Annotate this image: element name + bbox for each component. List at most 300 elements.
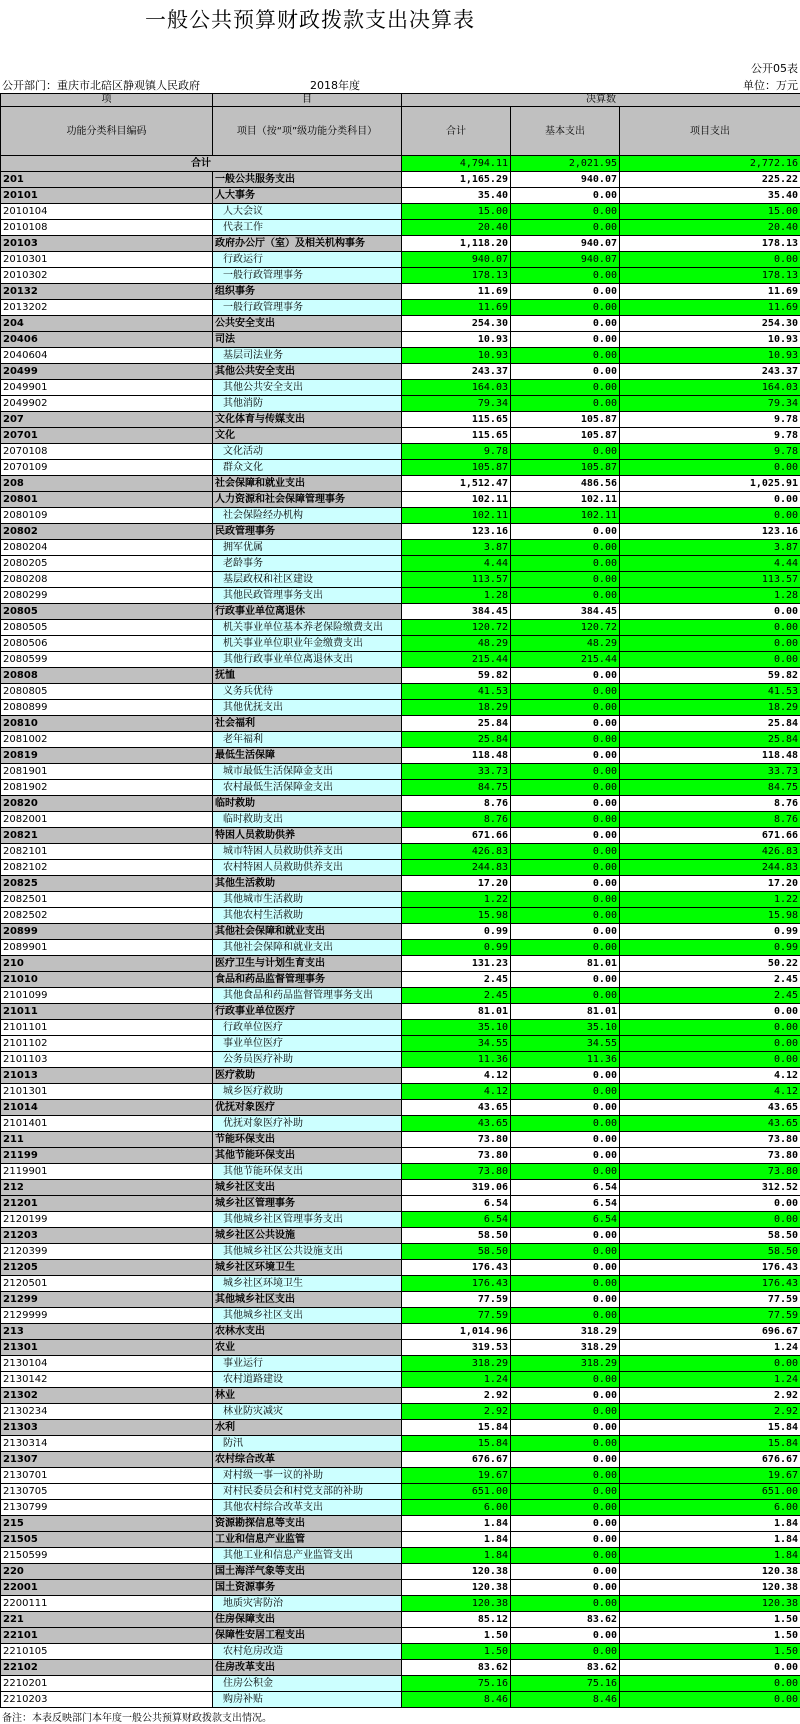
table-row (1, 620, 800, 636)
code-cell: 2082101 (1, 844, 213, 860)
jiben-cell: 0.00 (511, 1084, 620, 1100)
jiben-cell: 384.45 (511, 604, 620, 620)
jiben-cell: 0.00 (511, 1548, 620, 1564)
code-cell: 22101 (1, 1628, 213, 1644)
heji-cell: 77.59 (402, 1292, 511, 1308)
name-cell: 城市特困人员救助供养支出 (213, 844, 402, 860)
xiangmu-cell: 0.00 (620, 620, 800, 636)
jiben-cell: 83.62 (511, 1612, 620, 1628)
jiben-cell: 0.00 (511, 1564, 620, 1580)
name-cell: 购房补贴 (213, 1692, 402, 1708)
code-cell: 20820 (1, 796, 213, 812)
jiben-cell: 105.87 (511, 428, 620, 444)
code-cell: 2101101 (1, 1020, 213, 1036)
xiangmu-cell: 10.93 (620, 348, 800, 364)
heji-cell: 131.23 (402, 956, 511, 972)
xiangmu-cell: 696.67 (620, 1324, 800, 1340)
xiangmu-cell: 243.37 (620, 364, 800, 380)
code-cell: 20899 (1, 924, 213, 940)
code-cell: 21010 (1, 972, 213, 988)
xiangmu-cell: 0.00 (620, 492, 800, 508)
code-cell: 2130705 (1, 1484, 213, 1500)
name-cell: 医疗卫生与计划生育支出 (213, 956, 402, 972)
heji-cell: 17.20 (402, 876, 511, 892)
code-cell: 2070109 (1, 460, 213, 476)
jiben-cell: 0.00 (511, 364, 620, 380)
jiben-cell: 0.00 (511, 1100, 620, 1116)
name-cell: 一般行政管理事务 (213, 268, 402, 284)
code-cell: 2129999 (1, 1308, 213, 1324)
xiangmu-cell: 15.00 (620, 204, 800, 220)
xiangmu-cell: 4.44 (620, 556, 800, 572)
table-row (1, 828, 800, 844)
xiangmu-cell: 176.43 (620, 1276, 800, 1292)
code-cell: 2049902 (1, 396, 213, 412)
name-cell: 基层政权和社区建设 (213, 572, 402, 588)
table-row (1, 188, 800, 204)
xiangmu-cell: 9.78 (620, 428, 800, 444)
form-number: 公开05表 (751, 60, 798, 76)
xiangmu-cell: 18.29 (620, 700, 800, 716)
jiben-cell: 0.00 (511, 1228, 620, 1244)
table-row (1, 684, 800, 700)
code-cell: 210 (1, 956, 213, 972)
header-mu: 目 (213, 94, 402, 107)
heji-cell: 59.82 (402, 668, 511, 684)
jiben-cell: 11.36 (511, 1052, 620, 1068)
xiangmu-cell: 178.13 (620, 236, 800, 252)
heji-cell: 58.50 (402, 1244, 511, 1260)
jiben-cell: 0.00 (511, 524, 620, 540)
heji-cell: 1.84 (402, 1548, 511, 1564)
jiben-cell: 0.00 (511, 796, 620, 812)
heji-cell: 102.11 (402, 508, 511, 524)
table-row (1, 716, 800, 732)
heji-cell: 79.34 (402, 396, 511, 412)
xiangmu-cell: 178.13 (620, 268, 800, 284)
table-row (1, 972, 800, 988)
jiben-cell: 0.00 (511, 572, 620, 588)
name-cell: 抚恤 (213, 668, 402, 684)
table-row (1, 780, 800, 796)
heji-cell: 651.00 (402, 1484, 511, 1500)
jiben-cell: 0.00 (511, 1148, 620, 1164)
xiangmu-cell: 59.82 (620, 668, 800, 684)
table-row (1, 444, 800, 460)
jiben-cell: 0.00 (511, 1484, 620, 1500)
jiben-cell: 0.00 (511, 972, 620, 988)
name-cell: 林业防灾减灾 (213, 1404, 402, 1420)
heji-cell: 11.69 (402, 300, 511, 316)
code-cell: 20701 (1, 428, 213, 444)
xiangmu-cell: 0.00 (620, 652, 800, 668)
table-row (1, 1164, 800, 1180)
table-row (1, 1276, 800, 1292)
heji-cell: 10.93 (402, 348, 511, 364)
heji-cell: 4.12 (402, 1068, 511, 1084)
xiangmu-cell: 11.69 (620, 284, 800, 300)
name-cell: 最低生活保障 (213, 748, 402, 764)
table-row (1, 1468, 800, 1484)
jiben-cell: 35.10 (511, 1020, 620, 1036)
table-row (1, 492, 800, 508)
name-cell: 老龄事务 (213, 556, 402, 572)
xiangmu-cell: 1.50 (620, 1644, 800, 1660)
jiben-cell: 0.00 (511, 1260, 620, 1276)
jiben-cell: 0.00 (511, 988, 620, 1004)
jiben-cell: 0.00 (511, 1500, 620, 1516)
name-cell: 行政运行 (213, 252, 402, 268)
jiben-cell: 0.00 (511, 1164, 620, 1180)
name-cell: 其他社会保障和就业支出 (213, 940, 402, 956)
jiben-cell: 120.72 (511, 620, 620, 636)
footnote: 备注：本表反映部门本年度一般公共预算财政拨款支出情况。 (2, 1709, 272, 1724)
xiangmu-cell: 25.84 (620, 732, 800, 748)
name-cell: 优抚对象医疗 (213, 1100, 402, 1116)
name-cell: 节能环保支出 (213, 1132, 402, 1148)
heji-cell: 77.59 (402, 1308, 511, 1324)
heji-cell: 15.98 (402, 908, 511, 924)
name-cell: 事业运行 (213, 1356, 402, 1372)
name-cell: 人大事务 (213, 188, 402, 204)
table-row (1, 1260, 800, 1276)
table-row (1, 1036, 800, 1052)
heji-cell: 426.83 (402, 844, 511, 860)
xiangmu-cell: 0.00 (620, 508, 800, 524)
code-cell: 2130701 (1, 1468, 213, 1484)
table-row (1, 1244, 800, 1260)
xiangmu-cell: 113.57 (620, 572, 800, 588)
heji-cell: 0.99 (402, 924, 511, 940)
heji-cell: 1,512.47 (402, 476, 511, 492)
xiangmu-cell: 1.22 (620, 892, 800, 908)
name-cell: 农林水支出 (213, 1324, 402, 1340)
jiben-cell: 318.29 (511, 1340, 620, 1356)
table-row (1, 1340, 800, 1356)
name-cell: 城乡医疗救助 (213, 1084, 402, 1100)
jiben-cell: 6.54 (511, 1180, 620, 1196)
jiben-cell: 6.54 (511, 1212, 620, 1228)
heji-cell: 2.92 (402, 1388, 511, 1404)
jiben-cell: 8.46 (511, 1692, 620, 1708)
code-cell: 20808 (1, 668, 213, 684)
table-row (1, 604, 800, 620)
table-row (1, 1132, 800, 1148)
jiben-cell: 0.00 (511, 732, 620, 748)
name-cell: 其他食品和药品监督管理事务支出 (213, 988, 402, 1004)
heji-cell: 115.65 (402, 412, 511, 428)
code-cell: 22102 (1, 1660, 213, 1676)
xiangmu-cell: 0.00 (620, 1036, 800, 1052)
xiangmu-cell: 225.22 (620, 172, 800, 188)
code-cell: 20132 (1, 284, 213, 300)
table-row (1, 1308, 800, 1324)
code-cell: 221 (1, 1612, 213, 1628)
heji-cell: 9.78 (402, 444, 511, 460)
xiangmu-cell: 0.00 (620, 1356, 800, 1372)
heji-cell: 1,118.20 (402, 236, 511, 252)
name-cell: 公共安全支出 (213, 316, 402, 332)
jiben-cell: 34.55 (511, 1036, 620, 1052)
jiben-cell: 0.00 (511, 300, 620, 316)
xiangmu-cell: 79.34 (620, 396, 800, 412)
heji-cell: 8.46 (402, 1692, 511, 1708)
name-cell: 其他行政事业单位离退休支出 (213, 652, 402, 668)
jiben-cell: 0.00 (511, 540, 620, 556)
table-row (1, 924, 800, 940)
table-row (1, 732, 800, 748)
heji-cell: 6.54 (402, 1196, 511, 1212)
name-cell: 其他城乡社区支出 (213, 1308, 402, 1324)
xiangmu-cell: 9.78 (620, 444, 800, 460)
jiben-cell: 0.00 (511, 588, 620, 604)
jiben-cell: 0.00 (511, 204, 620, 220)
table-row (1, 1660, 800, 1676)
table-row (1, 220, 800, 236)
xiangmu-cell: 1.84 (620, 1548, 800, 1564)
heji-cell: 25.84 (402, 732, 511, 748)
jiben-cell: 0.00 (511, 348, 620, 364)
xiangmu-cell: 33.73 (620, 764, 800, 780)
heji-cell: 676.67 (402, 1452, 511, 1468)
xiangmu-cell: 20.40 (620, 220, 800, 236)
xiangmu-cell: 4.12 (620, 1084, 800, 1100)
name-cell: 民政管理事务 (213, 524, 402, 540)
heji-cell: 73.80 (402, 1148, 511, 1164)
heji-cell: 4.44 (402, 556, 511, 572)
table-row (1, 1436, 800, 1452)
code-cell: 220 (1, 1564, 213, 1580)
heji-cell: 85.12 (402, 1612, 511, 1628)
jiben-cell: 0.00 (511, 1308, 620, 1324)
xiangmu-cell: 6.00 (620, 1500, 800, 1516)
name-cell: 一般行政管理事务 (213, 300, 402, 316)
heji-cell: 83.62 (402, 1660, 511, 1676)
name-cell: 老年福利 (213, 732, 402, 748)
name-cell: 代表工作 (213, 220, 402, 236)
name-cell: 其他农村综合改革支出 (213, 1500, 402, 1516)
code-cell: 2082102 (1, 860, 213, 876)
name-cell: 临时救助 (213, 796, 402, 812)
xiangmu-cell: 0.00 (620, 1020, 800, 1036)
xiangmu-cell: 77.59 (620, 1308, 800, 1324)
heji-cell: 318.29 (402, 1356, 511, 1372)
xiangmu-cell: 17.20 (620, 876, 800, 892)
xiangmu-cell: 1.28 (620, 588, 800, 604)
name-cell: 其他城乡社区管理事务支出 (213, 1212, 402, 1228)
name-cell: 文化体育与传媒支出 (213, 412, 402, 428)
jiben-cell: 105.87 (511, 412, 620, 428)
xiangmu-cell: 50.22 (620, 956, 800, 972)
header-heji: 合计 (402, 107, 511, 156)
jiben-cell: 0.00 (511, 1596, 620, 1612)
heji-cell: 8.76 (402, 812, 511, 828)
xiangmu-cell: 15.84 (620, 1420, 800, 1436)
xiangmu-cell: 1.24 (620, 1340, 800, 1356)
jiben-cell: 215.44 (511, 652, 620, 668)
heji-cell: 243.37 (402, 364, 511, 380)
name-cell: 事业单位医疗 (213, 1036, 402, 1052)
table-row (1, 1356, 800, 1372)
code-cell: 2081902 (1, 780, 213, 796)
name-cell: 城乡社区支出 (213, 1180, 402, 1196)
name-cell: 社会保险经办机构 (213, 508, 402, 524)
name-cell: 水利 (213, 1420, 402, 1436)
jiben-cell: 0.00 (511, 748, 620, 764)
jiben-cell: 0.00 (511, 1532, 620, 1548)
table-row (1, 1148, 800, 1164)
heji-cell: 215.44 (402, 652, 511, 668)
code-cell: 21199 (1, 1148, 213, 1164)
table-row (1, 1500, 800, 1516)
xiangmu-cell: 1.84 (620, 1532, 800, 1548)
code-cell: 2210203 (1, 1692, 213, 1708)
table-row (1, 860, 800, 876)
code-cell: 2089901 (1, 940, 213, 956)
heji-cell: 58.50 (402, 1228, 511, 1244)
code-cell: 211 (1, 1132, 213, 1148)
code-cell: 2070108 (1, 444, 213, 460)
jiben-cell: 0.00 (511, 1580, 620, 1596)
code-cell: 21013 (1, 1068, 213, 1084)
code-cell: 2080299 (1, 588, 213, 604)
jiben-cell: 83.62 (511, 1660, 620, 1676)
code-cell: 2081901 (1, 764, 213, 780)
name-cell: 城乡社区公共设施 (213, 1228, 402, 1244)
jiben-cell: 81.01 (511, 1004, 620, 1020)
table-row (1, 380, 800, 396)
xiangmu-cell: 3.87 (620, 540, 800, 556)
heji-cell: 4.12 (402, 1084, 511, 1100)
code-cell: 20819 (1, 748, 213, 764)
xiangmu-cell: 43.65 (620, 1100, 800, 1116)
name-cell: 国土资源事务 (213, 1580, 402, 1596)
heji-cell: 15.84 (402, 1436, 511, 1452)
table-row (1, 1372, 800, 1388)
name-cell: 工业和信息产业监管 (213, 1532, 402, 1548)
name-cell: 林业 (213, 1388, 402, 1404)
xiangmu-cell: 58.50 (620, 1228, 800, 1244)
table-row (1, 1596, 800, 1612)
code-cell: 2080204 (1, 540, 213, 556)
jiben-cell: 0.00 (511, 1116, 620, 1132)
heji-cell: 118.48 (402, 748, 511, 764)
jiben-cell: 0.00 (511, 684, 620, 700)
table-row (1, 1116, 800, 1132)
xiangmu-cell: 120.38 (620, 1580, 800, 1596)
table-row (1, 908, 800, 924)
table-row (1, 1516, 800, 1532)
code-cell: 21303 (1, 1420, 213, 1436)
year-label: 2018年度 (310, 77, 360, 93)
jiben-cell: 0.00 (511, 1436, 620, 1452)
table-row (1, 540, 800, 556)
code-cell: 20801 (1, 492, 213, 508)
table-row (1, 1628, 800, 1644)
name-cell: 行政事业单位医疗 (213, 1004, 402, 1020)
xiangmu-cell: 0.00 (620, 460, 800, 476)
jiben-cell: 0.00 (511, 908, 620, 924)
jiben-cell: 0.00 (511, 668, 620, 684)
code-cell: 21201 (1, 1196, 213, 1212)
jiben-cell: 0.00 (511, 316, 620, 332)
name-cell: 其他公共安全支出 (213, 364, 402, 380)
name-cell: 医疗救助 (213, 1068, 402, 1084)
name-cell: 农村特困人员救助供养支出 (213, 860, 402, 876)
name-cell: 城乡社区管理事务 (213, 1196, 402, 1212)
jiben-cell: 0.00 (511, 556, 620, 572)
heji-cell: 43.65 (402, 1116, 511, 1132)
jiben-cell: 940.07 (511, 252, 620, 268)
heji-cell: 1,165.29 (402, 172, 511, 188)
xiangmu-cell: 0.00 (620, 1196, 800, 1212)
jiben-cell: 0.00 (511, 1628, 620, 1644)
name-cell: 群众文化 (213, 460, 402, 476)
code-cell: 21299 (1, 1292, 213, 1308)
xiangmu-cell: 120.38 (620, 1564, 800, 1580)
table-row (1, 508, 800, 524)
name-cell: 农业 (213, 1340, 402, 1356)
xiangmu-cell: 0.99 (620, 940, 800, 956)
heji-cell: 105.87 (402, 460, 511, 476)
code-cell: 2130104 (1, 1356, 213, 1372)
heji-cell: 319.06 (402, 1180, 511, 1196)
table-row (1, 956, 800, 972)
heji-cell: 1.28 (402, 588, 511, 604)
code-cell: 2210201 (1, 1676, 213, 1692)
table-row (1, 668, 800, 684)
table-row (1, 332, 800, 348)
table-row (1, 1052, 800, 1068)
table-row (1, 1292, 800, 1308)
code-cell: 2210105 (1, 1644, 213, 1660)
jiben-cell: 0.00 (511, 860, 620, 876)
header-xiang: 项 (1, 94, 213, 107)
code-cell: 2130314 (1, 1436, 213, 1452)
name-cell: 城乡社区环境卫生 (213, 1260, 402, 1276)
name-cell: 地质灾害防治 (213, 1596, 402, 1612)
jiben-cell: 102.11 (511, 492, 620, 508)
heji-cell: 41.53 (402, 684, 511, 700)
code-cell: 2120399 (1, 1244, 213, 1260)
heji-cell: 178.13 (402, 268, 511, 284)
total-jiben: 2,021.95 (511, 156, 620, 172)
code-cell: 213 (1, 1324, 213, 1340)
code-cell: 201 (1, 172, 213, 188)
xiangmu-cell: 164.03 (620, 380, 800, 396)
xiangmu-cell: 123.16 (620, 524, 800, 540)
table-row (1, 1388, 800, 1404)
table-row (1, 460, 800, 476)
heji-cell: 8.76 (402, 796, 511, 812)
jiben-cell: 6.54 (511, 1196, 620, 1212)
table-row (1, 652, 800, 668)
jiben-cell: 0.00 (511, 780, 620, 796)
jiben-cell: 0.00 (511, 828, 620, 844)
code-cell: 2010302 (1, 268, 213, 284)
heji-cell: 73.80 (402, 1164, 511, 1180)
xiangmu-cell: 1,025.91 (620, 476, 800, 492)
xiangmu-cell: 58.50 (620, 1244, 800, 1260)
code-cell: 2010108 (1, 220, 213, 236)
xiangmu-cell: 426.83 (620, 844, 800, 860)
header-code: 功能分类科目编码 (1, 107, 213, 156)
heji-cell: 48.29 (402, 636, 511, 652)
table-row (1, 316, 800, 332)
code-cell: 2080505 (1, 620, 213, 636)
xiangmu-cell: 1.84 (620, 1516, 800, 1532)
header-name: 项目（按“项”级功能分类科目） (213, 107, 402, 156)
